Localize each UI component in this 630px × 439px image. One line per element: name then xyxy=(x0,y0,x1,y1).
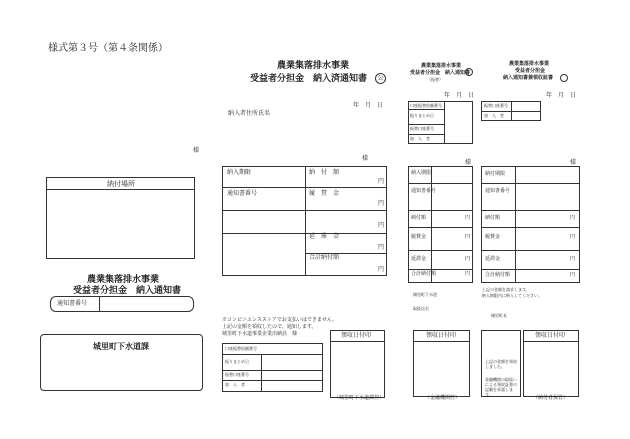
c4-receipt-label: 領収日付印 xyxy=(535,332,566,339)
c4-note-a: 上記の金額を領収しました。 xyxy=(485,359,517,369)
yen-unit: 円 xyxy=(378,222,385,229)
c3-total-label: 合計納付額 xyxy=(411,271,437,277)
main-receipt-label: 領収日付印 xyxy=(341,332,372,339)
c3-stamp-caption: （金融機関控） xyxy=(425,395,461,401)
c3-title-2: 受益者分担金 納入通知書 xyxy=(410,70,471,76)
main-stamp-caption: （城里町下水道課控） xyxy=(334,395,385,401)
main-note-1: ※コンビニエンスストアでお支払いはできません。 xyxy=(222,317,338,323)
c3-dept: 城里町下水道 xyxy=(413,292,437,297)
info-label: 振替口座番号 xyxy=(410,126,434,131)
c3-amount-table xyxy=(408,166,473,283)
c3-dept-label: 取扱店名 xyxy=(413,306,429,311)
c3-amount-label: 納付額 xyxy=(411,215,427,221)
c4-title-3: 納入通知書兼領収証書 xyxy=(503,75,554,81)
yen-unit: 円 xyxy=(378,266,385,273)
main-principal-label: 履 賛 金 xyxy=(309,190,340,197)
yen-unit: 円 xyxy=(570,256,576,262)
left-dept: 城里町下水道課 xyxy=(93,341,149,351)
info-label: 加 入 者 xyxy=(225,382,245,387)
c4-deadline: 納付期限 xyxy=(485,171,506,177)
yen-unit: 円 xyxy=(570,272,576,278)
c4-total-label: 合計納付額 xyxy=(485,272,511,278)
info-label: 振替口座番号 xyxy=(484,103,508,108)
c4-note-box xyxy=(481,330,521,397)
c4-stamp-caption: （納付者保管） xyxy=(533,395,569,401)
c4-title-1: 農業集落排水事業 xyxy=(509,61,550,67)
info-label: 口座振替依頼番号 xyxy=(225,346,257,351)
main-honorific: 様 xyxy=(362,155,369,162)
info-label: 振替口座番号 xyxy=(225,372,249,377)
main-amount-label: 納 付 額 xyxy=(309,169,340,176)
left-title-1: 農業集落排水事業 xyxy=(87,275,160,285)
info-label: 口座振替依頼番号 xyxy=(410,103,442,108)
c3-honorific: 様 xyxy=(465,159,472,166)
yen-unit: 円 xyxy=(465,234,471,240)
c4-notice-no: 通知書番号 xyxy=(485,188,511,194)
yen-unit: 円 xyxy=(570,215,576,221)
notice-number-box xyxy=(50,296,194,312)
left-notice-no: 通知書番号 xyxy=(57,300,88,307)
c4-receipt-stamp-box xyxy=(523,330,579,397)
seal-circle: 公 xyxy=(375,73,386,84)
seal-circle xyxy=(465,68,473,76)
c3-notice-no: 通知書番号 xyxy=(411,188,437,194)
form-title: 様式第３号（第４条関係） xyxy=(48,43,168,54)
c3-principal-label: 履賛金 xyxy=(411,234,427,240)
transfer-info-box xyxy=(222,343,323,392)
c4-amount-table xyxy=(481,166,580,283)
c3-receipt-label: 領収日付印 xyxy=(426,332,457,339)
left-honorific: 様 xyxy=(193,147,200,154)
main-date: 年 月 日 xyxy=(353,102,384,109)
c4-info-box xyxy=(481,101,541,121)
info-label: 加 入 者 xyxy=(484,113,504,118)
main-title-1: 農業集落排水事業 xyxy=(277,61,350,71)
c3-deadline: 納入期限 xyxy=(411,170,432,176)
c4-principal-label: 履賛金 xyxy=(485,234,501,240)
c4-msg-2: 納入期限内に納入してください。 xyxy=(482,293,542,298)
c3-date: 年 月 日 xyxy=(444,92,475,99)
yen-unit: 円 xyxy=(378,178,385,185)
main-amount-table xyxy=(222,166,387,276)
yen-unit: 円 xyxy=(465,215,471,221)
c4-amount-label: 納付額 xyxy=(485,215,501,221)
main-receipt-stamp-box xyxy=(330,330,385,398)
main-notice-no: 通知書番号 xyxy=(227,190,258,197)
yen-unit: 円 xyxy=(378,244,385,251)
c4-msg-1: 上記の金額を請求します。 xyxy=(482,287,530,292)
main-deadline: 納入期限 xyxy=(227,169,252,176)
yen-unit: 円 xyxy=(465,256,471,262)
pay-place-label: 納付場所 xyxy=(107,180,135,188)
c3-title-1: 農業集落排水事業 xyxy=(421,63,462,69)
yen-unit: 円 xyxy=(378,200,385,207)
seal-circle xyxy=(560,74,568,82)
c3-receipt-stamp-box xyxy=(413,330,470,397)
info-label: 加 入 者 xyxy=(410,136,430,141)
main-arrears-label: 延 滞 金 xyxy=(309,233,340,240)
c4-date: 年 月 日 xyxy=(546,92,577,99)
main-note-2: 上記の金額を領収したので、通知します。 xyxy=(222,324,317,330)
c3-info-box xyxy=(408,101,473,144)
c4-note-b: 金融機関の取扱いによる領収証書の記載を承諾します。 xyxy=(485,377,517,397)
left-title-2: 受益者分担金 納入通知書 xyxy=(73,286,182,296)
c3-sub: （振替） xyxy=(427,77,443,82)
c4-honorific: 様 xyxy=(570,159,577,166)
main-total-label: 合計納付額 xyxy=(309,254,340,261)
c4-title-2: 受益者分担金 xyxy=(515,68,546,74)
c4-arrears-label: 延滞金 xyxy=(485,256,501,262)
main-title-2: 受益者分担金 納入済通知書 xyxy=(250,74,368,84)
payer-label: 納入者住所氏名 xyxy=(228,110,271,117)
info-label: 振りまとめ日 xyxy=(225,359,249,364)
yen-unit: 円 xyxy=(570,234,576,240)
c3-arrears-label: 延滞金 xyxy=(411,256,427,262)
main-note-3: 城里町下水道事業企業出納員 様 xyxy=(222,331,298,337)
yen-unit: 円 xyxy=(465,271,471,277)
info-label: 振りまとめ日 xyxy=(410,113,434,118)
c4-dept: 城里町長 xyxy=(491,313,507,318)
department-box xyxy=(40,334,203,391)
pay-place-box xyxy=(46,177,195,259)
